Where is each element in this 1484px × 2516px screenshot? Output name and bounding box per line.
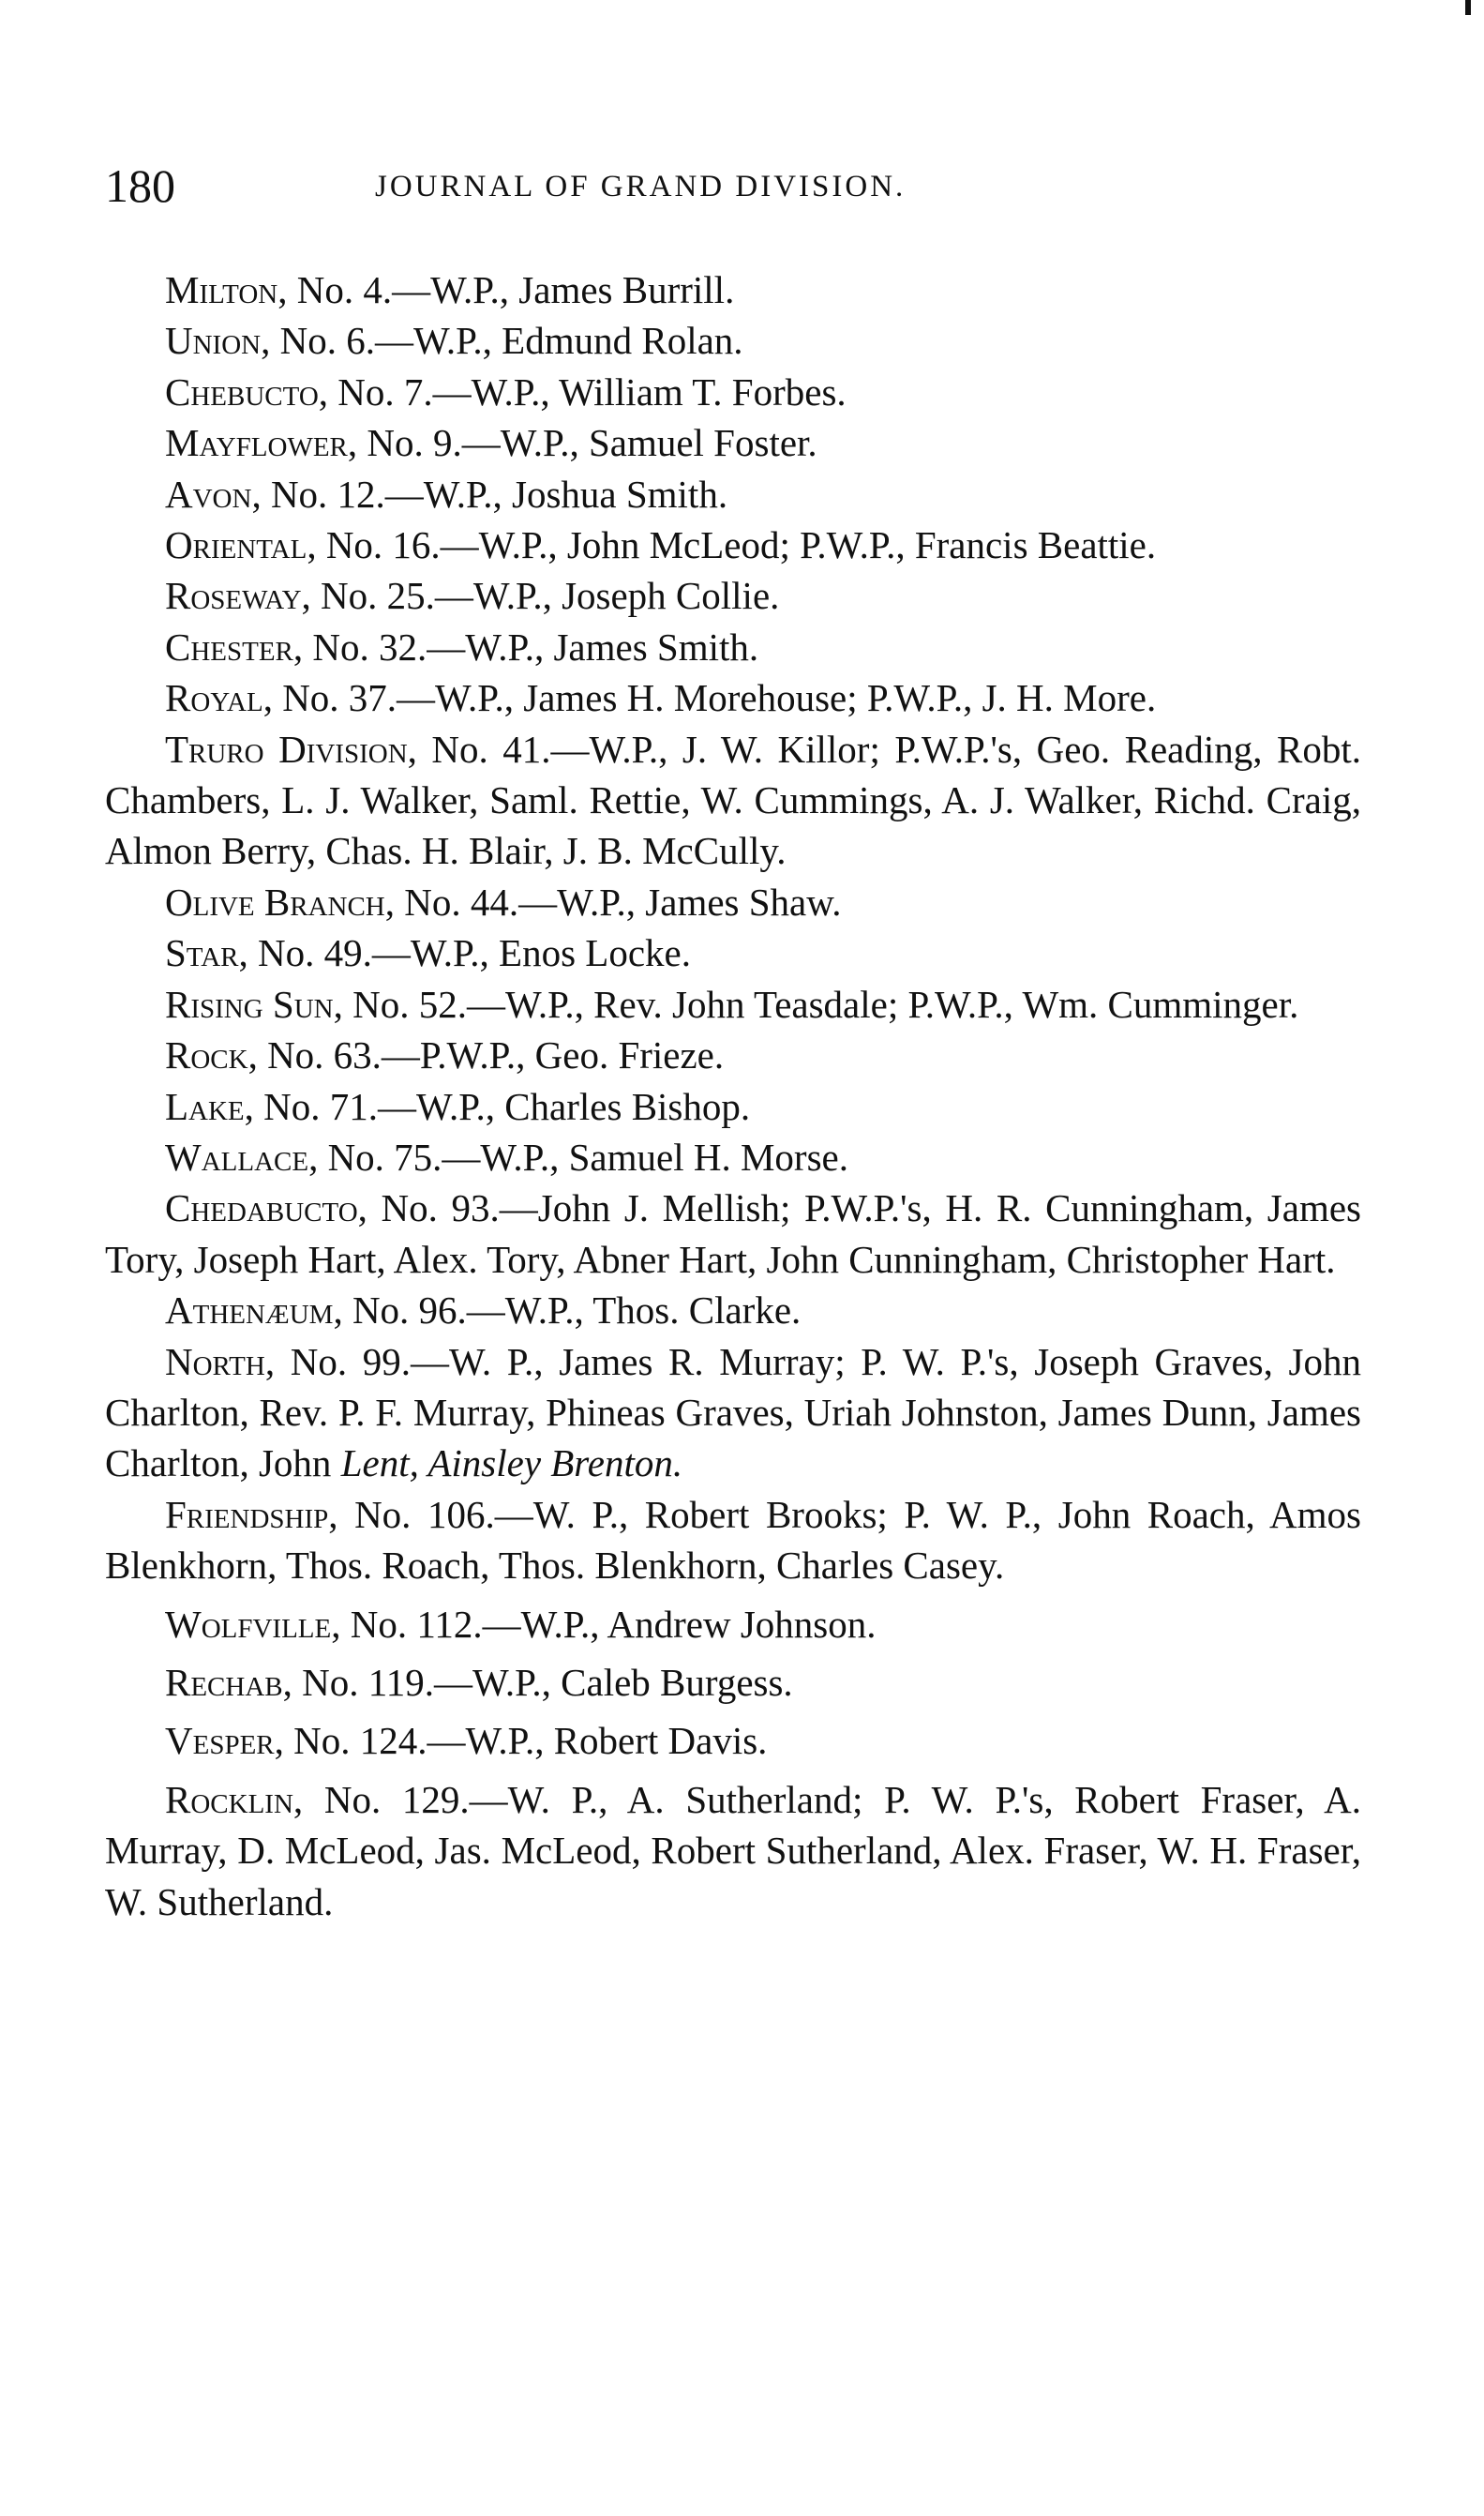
division-details: , No. 32.—W.P., James Smith.	[292, 625, 759, 669]
division-details: , No. 37.—W.P., James H. Morehouse; P.W.P., J. H. More.	[262, 676, 1157, 720]
division-name: Athenæum	[165, 1288, 334, 1333]
division-name: Wolfville	[165, 1602, 332, 1646]
division-name: Rechab	[165, 1660, 283, 1704]
division-name: Wallace	[165, 1135, 309, 1179]
division-name: Milton	[165, 268, 278, 311]
division-entry	[105, 672, 1361, 723]
division-entry	[105, 315, 1361, 366]
division-details: , No. 106.—W. P., Robert Brooks; P. W. P., John Roach, Amos Blenkhorn, Thos. Roach, Thos. Blenkhorn, Charles Casey.	[105, 1492, 1361, 1588]
division-name: Chedabucto	[165, 1186, 358, 1230]
division-details: , No. 112.—W.P., Andrew Johnson.	[331, 1602, 877, 1646]
division-details: , No. 44.—W.P., James Shaw.	[384, 880, 842, 924]
division-details: , No. 75.—W.P., Samuel H. Morse.	[308, 1135, 848, 1179]
division-entry	[105, 367, 1361, 417]
division-entry	[105, 1132, 1361, 1183]
division-name: Friendship	[165, 1492, 329, 1536]
division-details-italic: Lent, Ainsley Brenton.	[340, 1441, 683, 1485]
division-details: , No. 12.—W.P., Joshua Smith.	[251, 472, 728, 516]
division-entry	[105, 622, 1361, 672]
division-name: Chebucto	[165, 369, 319, 414]
division-entry	[105, 417, 1361, 468]
division-entry	[105, 1774, 1361, 1927]
division-details: , No. 9.—W.P., Samuel Foster.	[347, 421, 817, 465]
division-entry	[105, 1715, 1361, 1766]
scan-edge-mark	[1465, 0, 1471, 15]
division-name: Rock	[165, 1033, 248, 1077]
division-details: , No. 63.—P.W.P., Geo. Frieze.	[247, 1033, 725, 1077]
division-entry	[105, 877, 1361, 927]
division-name: Lake	[165, 1084, 245, 1128]
division-details: , No. 124.—W.P., Robert Davis.	[274, 1719, 768, 1763]
division-details: , No. 49.—W.P., Enos Locke.	[238, 931, 691, 975]
division-entry	[105, 724, 1361, 877]
division-name: Oriental	[165, 523, 307, 567]
division-details: , No. 6.—W.P., Edmund Rolan.	[261, 319, 743, 363]
division-name: North	[165, 1339, 265, 1383]
division-entry	[105, 1489, 1361, 1591]
division-entry	[105, 1183, 1361, 1285]
division-details: , No. 119.—W.P., Caleb Burgess.	[282, 1660, 793, 1704]
division-entry	[105, 264, 1361, 315]
division-details: , No. 99.—W. P., James R. Murray; P. W. P.'s, Joseph Graves, John Charlton, Rev. P. F. Murray, Phineas Graves, Uriah Johnston, James Dunn, James Charlton, John	[105, 1339, 1361, 1485]
division-entry	[105, 1030, 1361, 1080]
division-details: , No. 16.—W.P., John McLeod; P.W.P., Francis Beattie.	[307, 523, 1157, 567]
division-name: Union	[165, 319, 262, 363]
division-entry	[105, 469, 1361, 520]
division-details: , No. 25.—W.P., Joseph Collie.	[301, 574, 780, 618]
division-name: Avon	[165, 472, 252, 516]
division-name: Truro Division	[165, 727, 408, 771]
division-name: Rocklin	[165, 1777, 293, 1821]
division-entry	[105, 927, 1361, 978]
division-details: , No. 96.—W.P., Thos. Clarke.	[333, 1288, 802, 1333]
division-name: Rising Sun	[165, 982, 334, 1026]
division-name: Olive Branch	[165, 880, 385, 924]
division-name: Royal	[165, 676, 263, 720]
division-name: Star	[165, 931, 239, 975]
division-details: , No. 7.—W.P., William T. Forbes.	[318, 369, 847, 414]
division-name: Mayflower	[165, 421, 348, 465]
division-details: , No. 129.—W. P., A. Sutherland; P. W. P.'s, Robert Fraser, A. Murray, D. McLeod, Jas. McLeod, Robert Sutherland, Alex. Fraser, W. H. Fraser, W. Sutherland.	[105, 1777, 1361, 1923]
division-details: , No. 4.—W.P., James Burrill.	[277, 268, 735, 311]
running-head: JOURNAL OF GRAND DIVISION.	[375, 170, 907, 203]
division-entry	[105, 979, 1361, 1030]
division-details: , No. 71.—W.P., Charles Bishop.	[244, 1084, 751, 1128]
division-list	[105, 264, 1361, 1927]
division-entry	[105, 1657, 1361, 1708]
page-number: 180	[105, 159, 175, 212]
division-entry	[105, 1081, 1361, 1132]
division-name: Vesper	[165, 1719, 275, 1763]
division-name: Chester	[165, 625, 293, 669]
division-details: , No. 52.—W.P., Rev. John Teasdale; P.W.P., Wm. Cumminger.	[333, 982, 1299, 1026]
page-header	[105, 158, 1361, 223]
division-entry	[105, 1599, 1361, 1650]
division-entry	[105, 570, 1361, 621]
division-name: Roseway	[165, 574, 302, 618]
division-entry	[105, 1336, 1361, 1489]
division-details: , No. 93.—John J. Mellish; P.W.P.'s, H. R. Cunningham, James Tory, Joseph Hart, Alex. Tory, Abner Hart, John Cunningham, Christopher Hart.	[105, 1186, 1361, 1281]
division-entry	[105, 520, 1361, 570]
division-details: , No. 41.—W.P., J. W. Killor; P.W.P.'s, Geo. Reading, Robt. Chambers, L. J. Walker, Saml. Rettie, W. Cummings, A. J. Walker, Richd. Craig, Almon Berry, Chas. H. Blair, J. B. McCully.	[105, 727, 1361, 873]
division-entry	[105, 1285, 1361, 1335]
